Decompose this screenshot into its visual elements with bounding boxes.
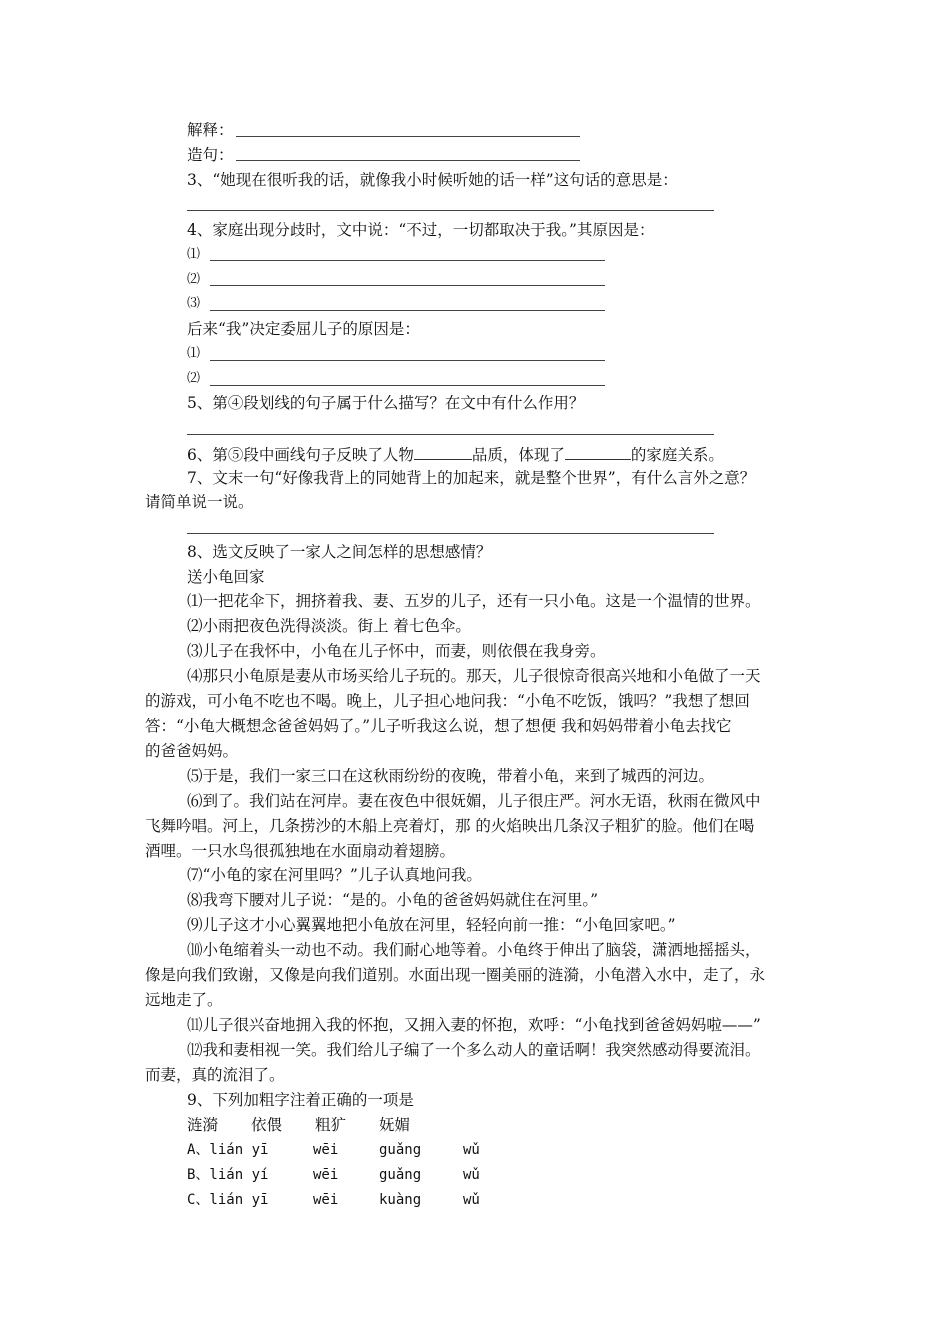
- question-6-blank-1[interactable]: [414, 443, 472, 460]
- question-7-line-2: 请简单说一说。: [145, 493, 254, 511]
- q9-option-c[interactable]: [187, 1190, 480, 1210]
- q9-option-b-col: wǔ: [463, 1167, 480, 1183]
- paragraph-5: ⑸于是，我们一家三口在这秋雨纷纷的夜晚，带着小龟，来到了城西的河边。: [187, 767, 715, 785]
- question-6-blank-2[interactable]: [565, 443, 631, 460]
- explanation-label: 解释：: [187, 121, 234, 139]
- q4-item-1-label: ⑴: [187, 247, 201, 262]
- q9-word: 粗犷: [315, 1116, 347, 1134]
- q9-option-b[interactable]: [187, 1165, 480, 1185]
- q9-word: 妩媚: [379, 1116, 411, 1134]
- q9-option-a-col: guǎng: [379, 1142, 422, 1158]
- paragraph-6-line-2: 飞舞吟唱。河上，几条捞沙的木船上亮着灯，那 的火焰映出几条汉子粗犷的脸。他们在喝: [145, 817, 755, 835]
- question-4: 4、家庭出现分歧时，文中说：“不过，一切都取决于我。”其原因是：: [187, 221, 655, 239]
- q9-words-row: [187, 1115, 410, 1135]
- q9-option-a-col: wǔ: [463, 1142, 480, 1158]
- q4b-item-2-answer-line[interactable]: [210, 385, 605, 386]
- paragraph-12-line-1: ⑿我和妻相视一笑。我们给儿子编了一个多么动人的童话啊！我突然感动得要流泪。: [187, 1041, 761, 1059]
- q9-option-b-col: wēi: [313, 1167, 339, 1183]
- q4-item-2-label: ⑵: [187, 272, 201, 287]
- question-8: 8、选文反映了一家人之间怎样的思想感情？: [187, 543, 492, 561]
- q9-option-c-col: wēi: [313, 1192, 339, 1208]
- question-6: [187, 443, 724, 465]
- question-6-part-b: 品质，体现了: [471, 446, 565, 464]
- sentence-label: 造句：: [187, 146, 234, 164]
- question-3: 3、“她现在很听我的话，就像我小时候听她的话一样”这句话的意思是：: [187, 171, 678, 189]
- q4b-item-2-label: ⑵: [187, 371, 201, 386]
- q4-item-1-answer-line[interactable]: [210, 260, 605, 261]
- q9-option-a-col: wēi: [313, 1142, 339, 1158]
- q4-item-3-label: ⑶: [187, 296, 201, 311]
- q4b-item-1-answer-line[interactable]: [210, 360, 605, 361]
- paragraph-4-line-3: 答：“小龟大概想念爸爸妈妈了。”儿子听我这么说，想了想便 我和妈妈带着小龟去找它: [145, 717, 732, 735]
- paragraph-7: ⑺“小龟的家在河里吗？”儿子认真地问我。: [187, 866, 482, 884]
- q9-option-b-col: guǎng: [379, 1167, 422, 1183]
- q4-item-2-answer-line[interactable]: [210, 285, 605, 286]
- paragraph-6-line-1: ⑹到了。我们站在河岸。妻在夜色中很妩媚，儿子很庄严。河水无语，秋雨在微风中: [187, 792, 761, 810]
- q9-option-a-col: A、lián yī: [187, 1142, 269, 1158]
- question-5-answer-line[interactable]: [187, 434, 714, 435]
- paragraph-3: ⑶儿子在我怀中，小龟在儿子怀中，而妻，则依偎在我身旁。: [187, 642, 606, 660]
- q4b-item-1-label: ⑴: [187, 346, 201, 361]
- question-5: 5、第④段划线的句子属于什么描写？在文中有什么作用？: [187, 394, 585, 412]
- q9-option-c-col: C、lián yī: [187, 1192, 269, 1208]
- story-title: 送小龟回家: [187, 568, 265, 586]
- question-6-part-a: 6、第⑤段中画线句子反映了人物: [187, 446, 414, 464]
- paragraph-1: ⑴一把花伞下，拥挤着我、妻、五岁的儿子，还有一只小龟。这是一个温情的世界。: [187, 592, 761, 610]
- q9-option-b-col: B、lián yí: [187, 1167, 269, 1183]
- q9-word: 依偎: [251, 1116, 283, 1134]
- sentence-answer-line[interactable]: [236, 160, 580, 161]
- question-6-part-c: 的家庭关系。: [630, 446, 724, 464]
- question-7-line-1: 7、文末一句“好像我背上的同她背上的加起来，就是整个世界”，有什么言外之意？: [187, 469, 756, 487]
- paragraph-4-line-2: 的游戏，可小龟不吃也不喝。晚上，儿子担心地问我：“小龟不吃饭，饿吗？”我想了想回: [145, 692, 750, 710]
- paragraph-10-line-1: ⑽小龟缩着头一动也不动。我们耐心地等着。小龟终于伸出了脑袋，潇洒地摇摇头，: [187, 941, 761, 959]
- paragraph-11: ⑾儿子很兴奋地拥入我的怀抱，又拥入妻的怀抱，欢呼：“小龟找到爸爸妈妈啦——”: [187, 1016, 761, 1034]
- paragraph-8: ⑻我弯下腰对儿子说：“是的。小龟的爸爸妈妈就住在河里。”: [187, 891, 599, 909]
- paragraph-10-line-2: 像是向我们致谢，又像是向我们道别。水面出现一圈美丽的涟漪，小龟潜入水中，走了，永: [145, 966, 766, 984]
- paragraph-12-line-2: 而妻，真的流泪了。: [145, 1066, 285, 1084]
- paragraph-4-line-1: ⑷那只小龟原是妻从市场买给儿子玩的。那天，儿子很惊奇很高兴地和小龟做了一天: [187, 667, 761, 685]
- explanation-answer-line[interactable]: [236, 136, 580, 137]
- paragraph-6-line-3: 酒哩。一只水鸟很孤独地在水面扇动着翅膀。: [145, 842, 456, 860]
- question-7-answer-line[interactable]: [187, 533, 714, 534]
- paragraph-4-line-4: 的爸爸妈妈。: [145, 742, 239, 760]
- q9-option-a[interactable]: [187, 1140, 480, 1160]
- question-3-answer-line[interactable]: [187, 210, 714, 211]
- q9-option-c-col: kuàng: [379, 1192, 422, 1208]
- paragraph-2: ⑵小雨把夜色洗得淡淡。街上 着七色伞。: [187, 617, 471, 635]
- paragraph-9: ⑼儿子这才小心翼翼地把小龟放在河里，轻轻向前一推：“小龟回家吧。”: [187, 916, 676, 934]
- question-4b: 后来“我”决定委屈儿子的原因是：: [187, 320, 420, 338]
- q9-option-c-col: wǔ: [463, 1192, 480, 1208]
- question-9: 9、下列加粗字注着正确的一项是: [187, 1091, 414, 1109]
- paragraph-10-line-3: 远地走了。: [145, 991, 223, 1009]
- q9-word: 涟漪: [187, 1116, 219, 1134]
- q4-item-3-answer-line[interactable]: [210, 310, 605, 311]
